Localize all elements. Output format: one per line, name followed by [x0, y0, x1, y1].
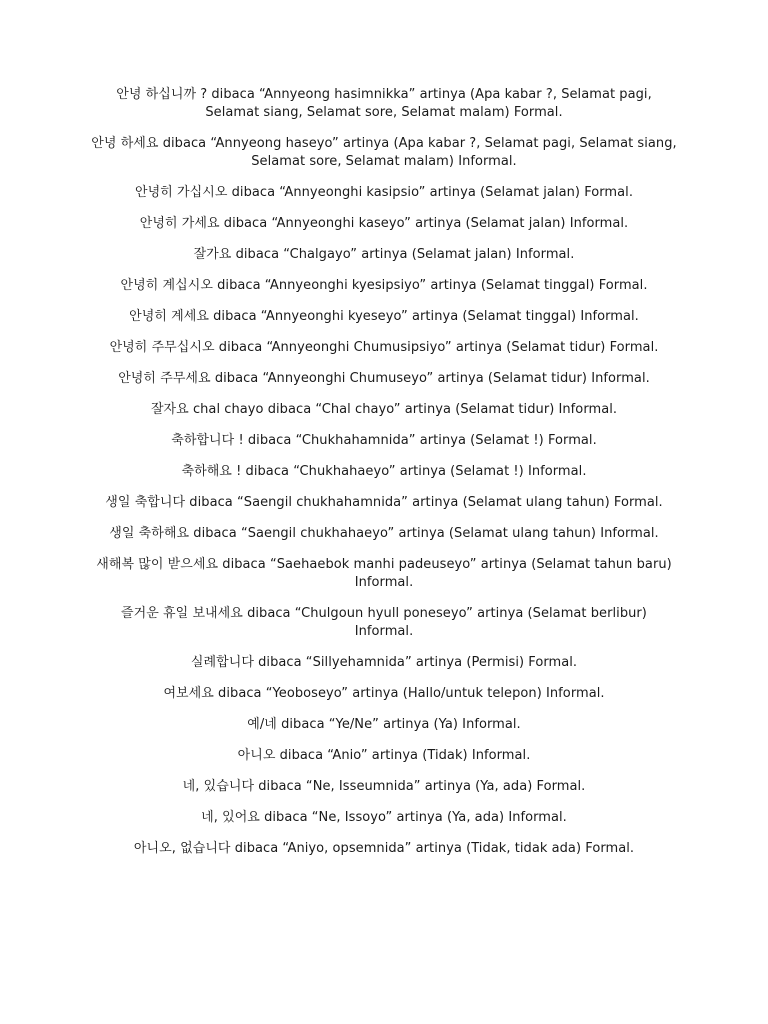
phrase-entry: 안녕히 주무십시오 dibaca “Annyeonghi Chumusipsiyo” artinya (Selamat tidur) Formal.: [109, 340, 659, 355]
phrase-entry: 아니오 dibaca “Anio” artinya (Tidak) Informal.: [237, 748, 531, 763]
phrase-entry: 안녕 하십니까 ? dibaca “Annyeong hasimnikka” artinya (Apa kabar ?, Selamat pagi, Selamat siang, Selamat sore, Selamat malam) Formal.: [116, 87, 652, 120]
phrase-entry: 안녕히 가세요 dibaca “Annyeonghi kaseyo” artinya (Selamat jalan) Informal.: [139, 216, 629, 231]
phrase-entry: 안녕히 계십시오 dibaca “Annyeonghi kyesipsiyo” artinya (Selamat tinggal) Formal.: [120, 278, 648, 293]
phrase-entry: 여보세요 dibaca “Yeoboseyo” artinya (Hallo/untuk telepon) Informal.: [163, 686, 605, 701]
phrase-entry: 예/네 dibaca “Ye/Ne” artinya (Ya) Informal.: [247, 717, 521, 732]
phrase-entry: 생일 축합니다 dibaca “Saengil chukhahamnida” artinya (Selamat ulang tahun) Formal.: [105, 495, 663, 510]
phrase-entry: 안녕히 가십시오 dibaca “Annyeonghi kasipsio” artinya (Selamat jalan) Formal.: [134, 185, 633, 200]
phrase-entry: 잘자요 chal chayo dibaca “Chal chayo” artinya (Selamat tidur) Informal.: [150, 402, 618, 417]
phrase-entry: 아니오, 없습니다 dibaca “Aniyo, opsemnida” artinya (Tidak, tidak ada) Formal.: [133, 841, 635, 856]
phrase-entry: 새해복 많이 받으세요 dibaca “Saehaebok manhi padeuseyo” artinya (Selamat tahun baru) Informal.: [96, 557, 672, 590]
phrase-entry: 네, 있습니다 dibaca “Ne, Isseumnida” artinya (Ya, ada) Formal.: [182, 779, 586, 794]
phrase-entry: 안녕히 주무세요 dibaca “Annyeonghi Chumuseyo” artinya (Selamat tidur) Informal.: [118, 371, 650, 386]
phrase-entry: 잘가요 dibaca “Chalgayo” artinya (Selamat jalan) Informal.: [193, 247, 575, 262]
phrase-entry: 안녕히 계세요 dibaca “Annyeonghi kyeseyo” artinya (Selamat tinggal) Informal.: [129, 309, 639, 324]
phrase-entry: 즐거운 휴일 보내세요 dibaca “Chulgoun hyull poneseyo” artinya (Selamat berlibur) Informal.: [121, 606, 647, 639]
phrase-entry: 안녕 하세요 dibaca “Annyeong haseyo” artinya (Apa kabar ?, Selamat pagi, Selamat siang, Selamat sore, Selamat malam) Informal.: [91, 136, 677, 169]
phrase-entry: 네, 있어요 dibaca “Ne, Issoyo” artinya (Ya, ada) Informal.: [201, 810, 567, 825]
phrase-list: [90, 86, 678, 871]
phrase-entry: 실례합니다 dibaca “Sillyehamnida” artinya (Permisi) Formal.: [190, 655, 578, 670]
phrase-entry: 축하합니다 ! dibaca “Chukhahamnida” artinya (Selamat !) Formal.: [171, 433, 597, 448]
phrase-entry: 축하해요 ! dibaca “Chukhahaeyo” artinya (Selamat !) Informal.: [181, 464, 587, 479]
phrase-entry: 생일 축하해요 dibaca “Saengil chukhahaeyo” artinya (Selamat ulang tahun) Informal.: [109, 526, 659, 541]
